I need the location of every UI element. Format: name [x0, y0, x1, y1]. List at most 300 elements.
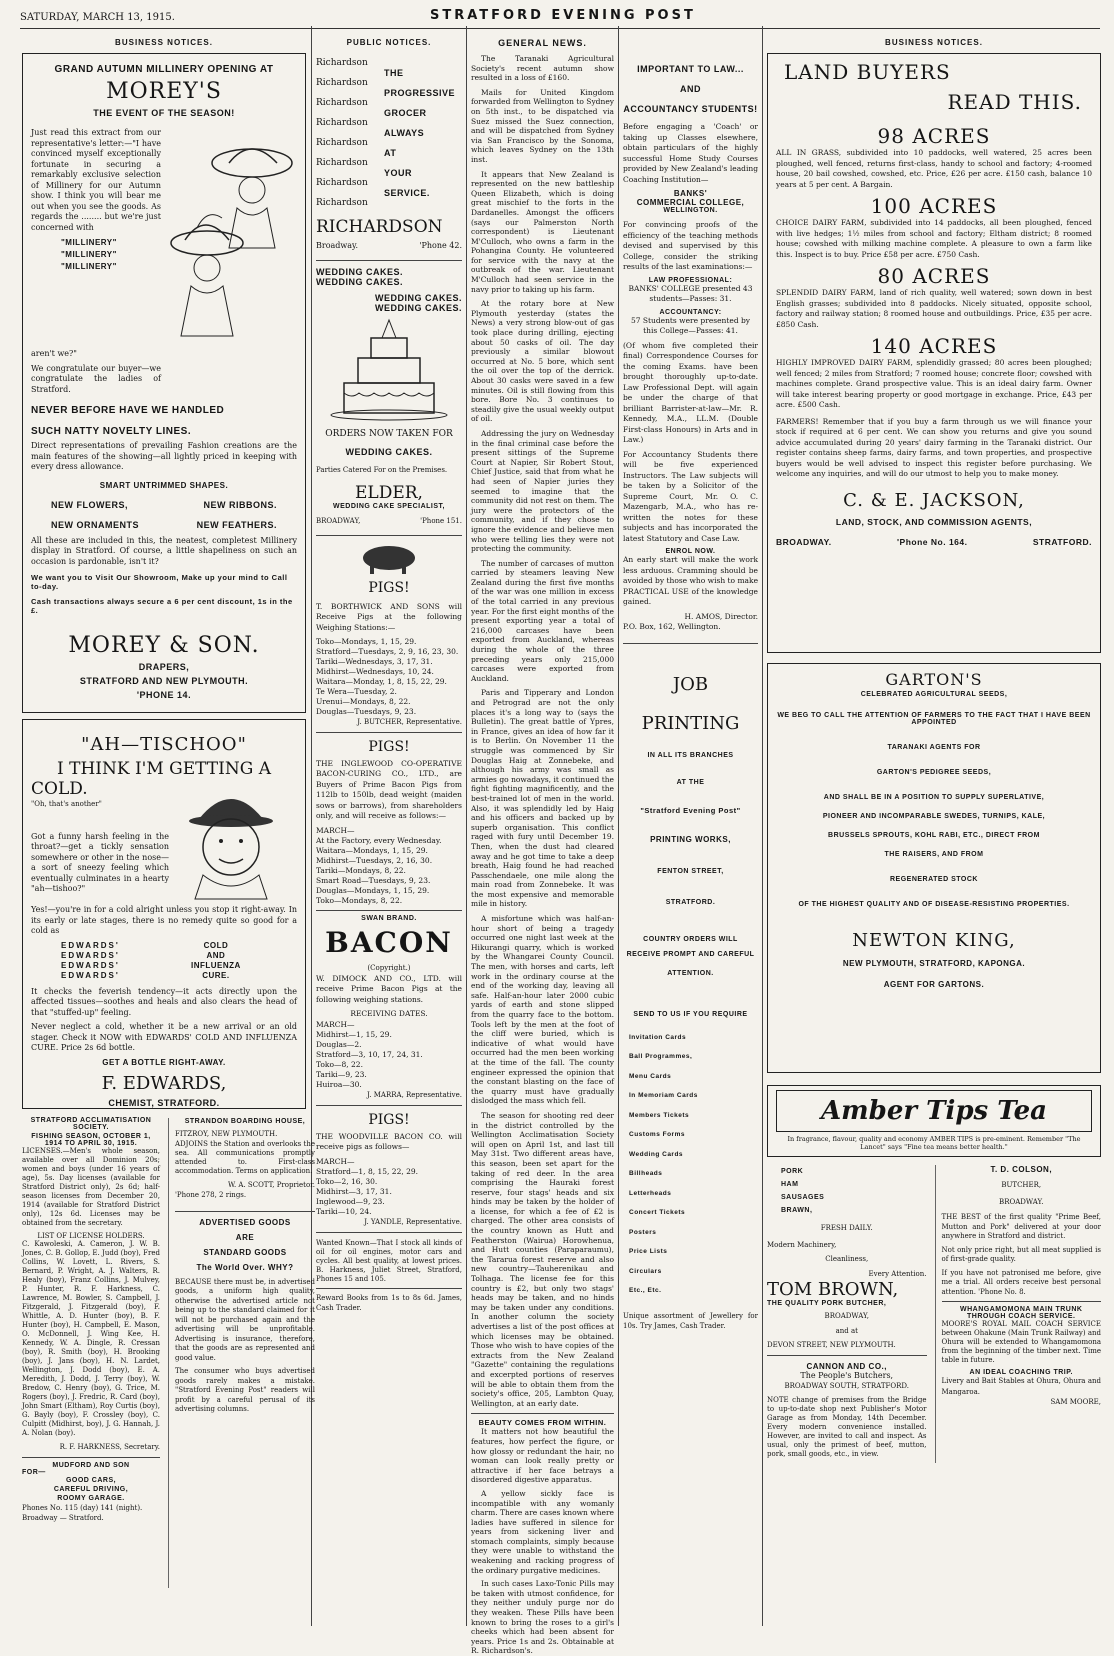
pigs-schedule [316, 836, 462, 906]
morey-town: STRATFORD AND NEW PLYMOUTH. [79, 676, 249, 686]
whanga-livery: Livery and Bait Stables at Ohura, Ohura and Mangaroa. [941, 1377, 1101, 1396]
acres-140-text: HIGHLY IMPROVED DAIRY FARM, splendidly grassed; 80 acres been ploughed; well fenced; 2 miles from Stratford; 7 roomed house; concrete floor; cowshed with machines complete. Grand prospective value. This is an ideal dairy farm. Owner will take interest bearing property or good mortgage in exchange. Price, £43 per acre. £500 Cash. [776, 358, 1092, 409]
column-rule [762, 26, 763, 1626]
borthwick-pigs-advert [316, 540, 462, 728]
newton-king-firm: NEWTON KING, [852, 930, 1016, 951]
morey-never: NEVER BEFORE HAVE WE HANDLED [31, 405, 225, 416]
mudford-foot: Broadway — Stratford. [22, 1514, 104, 1522]
acres-100: 100 ACRES [870, 194, 998, 218]
law-p5: An early start will make the work less arduous. Cramming should be avoided by those who wish to make PRACTICAL USE of the knowledge gained. [623, 555, 759, 606]
beauty-title: BEAUTY COMES FROM WITHIN. [478, 1418, 607, 1428]
accl-list: C. Kawoleski, A. Cameron, J. W. B. Jones, C. B. Gollop, E. Judd (boy), Fred Collins, W. Lovett, L. Rivers, S. Bernard, P. Wright, A. J. Walters, R. Healy (boy), Franz Collins, J. Mulvey, P. Hunter, R. F. Harkness, C. Lawrence, M. Bowler, S. Campbell, J. Fitzgerald, J. Fitzgerald (boy), F. Whittle, A. D. Hunter (boy), B. F. Hunter (boy), H. Campbell, E. Mason, O. McDonnell, J. Wing Kee, H. Kennedy, W. A. Dingle, R. Cressan (boy), R. Smith (boy), H. Brooking (boy), J. Jans (boy), H. N. Lardet, Wellington, J. Dodd (boy), E. A. Meredith, J. Dodd, J. Terry (boy), W. Bredow, C. Henry (boy), G. Trice, M. Rogers (boy), J. Fredric, R. Card (boy), John Smart (Eltham), Roy Curtis (boy), G. Bayly (boy), F. Crossley (boy), C. Culpitt (Midhirst, boy), J. G. Hannah, J. A. Nolan (boy). [22, 1240, 160, 1437]
elder-address: BROADWAY, [316, 517, 361, 525]
morey-advert [22, 53, 306, 713]
pigs-schedule-line: Douglas—Tuesdays, 9, 23. [316, 707, 417, 716]
morey-phone: 'PHONE 14. [136, 690, 192, 700]
reward-books: Reward Books from 1s to 8s 6d. James, Cash Trader. [316, 1293, 462, 1312]
acres-140: 140 ACRES [870, 334, 998, 358]
morey-congrat: We congratulate our buyer—we congratulate the ladies of Stratford. [31, 363, 161, 394]
job-line: AT THE [676, 778, 705, 786]
law-p4: For Accountancy Students there will be five experienced Instructors. The Law subjects will be taken by a Solicitor of the Supreme Court, Mr. O. C. Mazengarb, M.A., who has re-written the notes for these subjects and has incorporated the latest Statutory and Case Law. [623, 449, 758, 543]
law-students-advert [623, 64, 758, 633]
whanga-body: MOORE'S ROYAL MAIL COACH SERVICE between Ohakune (Main Trunk Railway) and Ohura will be extended to Whangamomona from the beginning of the timber next. Time table in future. [941, 1320, 1101, 1364]
pigs-schedule-line: Toko—2, 16, 30. [316, 1177, 378, 1186]
mudford-for: FOR— [22, 1468, 46, 1476]
advertised-body2: The consumer who buys advertised goods rarely makes a mistake. "Stratford Evening Post" readers will profit by a careful perusal of its advertising columns. [175, 1367, 315, 1413]
news-body [471, 54, 614, 1408]
issue-date: SATURDAY, MARCH 13, 1915. [20, 12, 175, 23]
amber-tips-tagline: In fragrance, flavour, quality and economy AMBER TIPS is pre-eminent. Remember "The Lancet" says "Fine tea means better health." [787, 1135, 1081, 1151]
colson-name: T. D. COLSON, [990, 1165, 1053, 1174]
cannon-body: NOTE change of premises from the Bridge to up-to-date shop next Publisher's Motor Garage as from Monday, 14th December. Every modern convenience installed. However, are invited to call and inspect. As usual, only the primest of beef, mutton, pork, small goods, etc., in view. [767, 1395, 927, 1458]
pigs-month: MARCH— [316, 825, 355, 835]
richardson-phone: 'Phone 42. [419, 241, 462, 250]
garton-line: THE RAISERS, AND FROM [884, 851, 984, 858]
edwards-remedy: COLD [203, 940, 229, 950]
garton-h1: GARTON'S [885, 670, 983, 689]
job-line: PRINTING WORKS, [650, 834, 731, 844]
garton-line: OF THE HIGHEST QUALITY AND OF DISEASE-RESISTING PROPERTIES. [798, 901, 1070, 908]
morey-drapers: DRAPERS, [138, 662, 190, 672]
news-paragraph: Paris and Tipperary and London and Petrograd are not the only places it's a long way to (says the Bulletin). The great battle of Ypres, in France, gives an idea of how far it is to Berlin. On November 11 the struggle was commenced by Sir Douglas Haig at Zonnebeke, and although his army was small as armies go nowadays, it continued the fight fighting magnificently, and the best-trained lot of men in the world. Also, it was splendidly led by Haig and his officers and backed up by superb organisation. This conflict raged with fury until December 19. Then, when the dust had cleared away and he got time to take a deep breath, Haig found he had reached Passchendaele, one mile along the main road from Zonnebeke. It was the most expensive and memorable mile in history. [471, 688, 614, 909]
edwards-advert [22, 719, 306, 1109]
swan-month: MARCH— [316, 1019, 355, 1029]
advertised-body: BECAUSE there must be, in advertised goods, a uniform high quality, otherwise the advertised article not being up to the standard claimed for it will not be purchased again and the advertising will be unprofitable. Advertising is insurance, therefore, that the goods are as represented and good value. [175, 1277, 315, 1362]
swan-brand: SWAN BRAND. [361, 915, 417, 922]
morey-name: MOREY'S [106, 79, 222, 104]
column-general-news [471, 30, 614, 1656]
edwards-head2: I THINK I'M GETTING A [56, 759, 271, 779]
richardson-repeat: Richardson [316, 58, 368, 68]
strandon-phone: 'Phone 278, 2 rings. [175, 1191, 247, 1199]
column-law-and-printing [623, 30, 758, 1630]
edwards-brand: EDWARDS' [61, 970, 120, 980]
column-business-notices-right [767, 30, 1101, 1630]
job-line: FENTON STREET, [657, 867, 724, 875]
strandon-title: STRANDON BOARDING HOUSE, [184, 1118, 306, 1125]
advertised-h2: ARE [235, 1232, 255, 1242]
garton-line: WE BEG TO CALL THE ATTENTION OF FARMERS TO THE FACT THAT I HAVE BEEN APPOINTED [777, 712, 1091, 726]
news-paragraph: It appears that New Zealand is represented on the new battleship Queen Elizabeth, which is doing great mischief to the forts in the Dardanelles. Amongst the officers (says our Palmerston North correspondent) is Lieutenant M'Culloch, who owns a farm in the Pohangina County. He volunteered for service with the navy at the outbreak of the war. Lieutenant M'Culloch had seen service in the navy prior to taking up his farm. [471, 169, 614, 294]
woodville-pigs-advert [316, 1112, 462, 1228]
job-line: "Stratford Evening Post" [640, 805, 741, 815]
job-item: Wedding Cards [629, 1150, 684, 1158]
column-rule [466, 26, 467, 1626]
pigs-lead: T. BORTHWICK AND SONS will Receive Pigs at the following Weighing Stations:— [316, 601, 462, 632]
morey-flowers: NEW FLOWERS, [51, 499, 128, 510]
swan-bacon-advert [316, 915, 462, 1101]
morey-feathers: NEW FEATHERS. [196, 519, 277, 530]
cannon-role: The People's Butchers, [800, 1370, 894, 1380]
morey-cash: Cash transactions always secure a 6 per cent discount, 1s in the £. [31, 597, 293, 615]
law-signature: H. AMOS, Director. [684, 611, 758, 621]
bacon-logo: BACON [325, 926, 453, 959]
wedding-cakes-line: WEDDING CAKES. [316, 276, 404, 287]
acres-98-text: ALL IN GRASS, subdivided into 10 paddocks, well watered, 25 acres been ploughed, well fenced, returns first-class, handy to school and factory; 4-roomed house, 20 bail cowshed, cowshed, etc. Price, £26 per acre. £150 cash, balance 10 years at 5 per cent. A Bargain. [776, 148, 1092, 189]
pigs-schedule-line: Toko—Mondays, 1, 15, 29. [316, 637, 417, 646]
job-item: Etc., Etc. [629, 1287, 662, 1294]
garton-seeds-advert [767, 663, 1101, 1073]
pigs-lead: THE WOODVILLE BACON CO. will receive pigs as follows— [316, 1131, 462, 1151]
garton-h2: CELEBRATED AGRICULTURAL SEEDS, [860, 691, 1008, 698]
morey-natty: SUCH NATTY NOVELTY LINES. [31, 426, 192, 437]
colson-p3: If you have not patronised me before, give me a trial. All orders receive best personal attention. 'Phone No. 8. [941, 1268, 1101, 1296]
edwards-brand: EDWARDS' [61, 950, 120, 960]
millinery-line: "MILLINERY" [61, 238, 117, 247]
garton-line: GARTON'S PEDIGREE SEEDS, [876, 769, 992, 776]
pigs-schedule-line: At the Factory, every Wednesday. [316, 836, 442, 845]
morey-ribbons: NEW RIBBONS. [203, 499, 277, 510]
swan-schedule-line: Huiroa—30. [316, 1080, 362, 1089]
jackson-land-advert [767, 53, 1101, 653]
newton-king-agent: AGENT FOR GARTONS. [883, 980, 985, 989]
pigs-schedule-line: Tariki—Mondays, 8, 22. [316, 866, 406, 875]
unique-jewellery: Unique assortment of Jewellery for 10s. Try James, Cash Trader. [623, 1311, 758, 1330]
pig-icon [316, 540, 462, 576]
richardson-name: RICHARDSON [316, 217, 443, 237]
law-h3: ACCOUNTANCY STUDENTS! [623, 104, 758, 114]
swan-schedule-line: Douglas—2. [316, 1040, 362, 1049]
jackson-firm: C. & E. JACKSON, [843, 489, 1025, 511]
pigs-schedule-line: Smart Road—Tuesdays, 9, 23. [316, 876, 431, 885]
cannon-name: CANNON AND CO., [806, 1361, 888, 1371]
morey-shapes: SMART UNTRIMMED SHAPES. [99, 480, 229, 490]
swan-schedule [316, 1030, 462, 1090]
edwards-head1: "AH—TISCHOO" [81, 734, 247, 755]
job-line: SEND TO US IF YOU REQUIRE [633, 1010, 748, 1018]
morey-subhead: THE EVENT OF THE SEASON! [93, 108, 235, 118]
wedding-cake-icon [316, 313, 462, 423]
acres-80-text: SPLENDID DAIRY FARM, land of rich quality, well watered; sown down in best English grasses; subdivided into 8 paddocks. Nicely situated, opposite school, factory and railway station; 8 roomed house and outbuildings. Price, £35 per acre. £850 Cash. [776, 288, 1092, 329]
job-line: RECEIVE PROMPT AND CAREFUL [626, 950, 755, 958]
edwards-role: CHEMIST, STRATFORD. [108, 1097, 220, 1108]
acres-80: 80 ACRES [877, 264, 991, 288]
job-item: Circulars [629, 1267, 662, 1275]
whanga-ideal: AN IDEAL COACHING TRIP. [969, 1369, 1073, 1376]
acclimatisation-notice [22, 1117, 160, 1524]
richardson-repeat: Richardson [316, 118, 368, 128]
mudford-phone: Phones No. 115 (day) 141 (night). [22, 1503, 143, 1512]
brown-and: and at [835, 1326, 858, 1335]
swan-schedule-line: Toko—8, 22. [316, 1060, 363, 1069]
section-header: BUSINESS NOTICES. [885, 38, 983, 47]
strandon-and-advertised-block [168, 1118, 315, 1588]
law-professional-result: BANKS' COLLEGE presented 43 students—Passes: 31. [628, 283, 753, 303]
brown-name: TOM BROWN, [767, 1279, 899, 1300]
law-wellington: WELLINGTON. [663, 207, 718, 214]
mudford-firm: MUDFORD AND SON [52, 1461, 130, 1469]
brown-item: SAUSAGES [781, 1194, 825, 1201]
swan-schedule-line: Stratford—3, 10, 17, 24, 31. [316, 1050, 423, 1059]
pigs-schedule-line: Inglewood—9, 23. [316, 1197, 385, 1206]
job-item: Invitation Cards [629, 1033, 687, 1041]
job-item: Billheads [629, 1170, 663, 1177]
strandon-place: FITZROY, NEW PLYMOUTH. [175, 1130, 278, 1138]
pigs-schedule-line: Toko—Mondays, 8, 22. [316, 896, 403, 905]
news-paragraph: The Taranaki Agricultural Society's recent autumn show resulted in a loss of £160. [471, 54, 614, 83]
pigs-schedule-line: Stratford—Tuesdays, 2, 9, 16, 23, 30. [316, 647, 459, 656]
job-items-list [623, 1028, 758, 1301]
wanted-known: Wanted Known—That I stock all kinds of oil for oil engines, motor cars and cycles. All best quality, at lowest prices. B. Harkness, Juliet Street, Stratford, Phones 15 and 105. [316, 1238, 462, 1283]
pigs-schedule-line: Tariki—Wednesdays, 3, 17, 31. [316, 657, 433, 666]
elder-phone: 'Phone 151. [420, 517, 462, 525]
elder-name: ELDER, [355, 483, 423, 503]
richardson-address: Broadway. [316, 241, 359, 250]
job-item: Letterheads [629, 1189, 672, 1197]
jackson-role: LAND, STOCK, AND COMMISSION AGENTS, [835, 516, 1033, 527]
tom-brown-advert [767, 1165, 927, 1463]
section-header: BUSINESS NOTICES. [115, 38, 213, 47]
wedding-cakes-line: WEDDING CAKES. [374, 292, 462, 303]
newton-king-towns: NEW PLYMOUTH, STRATFORD, KAPONGA. [842, 959, 1026, 968]
ladies-hats-icon [167, 128, 297, 343]
pigs-title: PIGS! [368, 738, 410, 755]
mudford-line: ROOMY GARAGE. [57, 1494, 125, 1502]
job-printing-advert [623, 674, 758, 1301]
elder-specialist: WEDDING CAKE SPECIALIST, [333, 503, 445, 510]
acres-98: 98 ACRES [877, 124, 991, 148]
section-header: GENERAL NEWS. [498, 38, 587, 48]
job-item: Menu Cards [629, 1072, 672, 1080]
law-enrol: ENROL NOW. [665, 548, 716, 555]
elder-parties: Parties Catered For on the Premises. [316, 465, 448, 474]
brown-address2: DEVON STREET, NEW PLYMOUTH. [767, 1341, 896, 1349]
pigs-schedule-line: Douglas—Mondays, 1, 15, 29. [316, 886, 430, 895]
pigs-schedule-line: Midhirst—Tuesdays, 2, 16, 30. [316, 856, 433, 865]
brown-modern: Modern Machinery, [767, 1240, 837, 1249]
pigs-schedule [316, 637, 462, 717]
edwards-get: GET A BOTTLE RIGHT-AWAY. [102, 1057, 226, 1067]
pigs-month: MARCH— [316, 1156, 355, 1166]
edwards-p1: Got a funny harsh feeling in the throat?—get a tickly sensation somewhere or other in the nose—a sort of sneezy feeling which eventually culminates in a hearty "ah—tishoo?" [31, 831, 169, 893]
advertised-h1: ADVERTISED GOODS [199, 1217, 291, 1227]
brown-role: THE QUALITY PORK BUTCHER, [767, 1300, 887, 1307]
law-accountancy-result: 57 Students were presented by this College—Passes: 41. [630, 315, 751, 335]
inglewood-pigs-advert [316, 739, 462, 907]
swan-lead: W. DIMOCK AND CO., LTD. will receive Prime Bacon Pigs at the following weighing stations. [316, 973, 462, 1004]
section-header: PUBLIC NOTICES. [346, 38, 432, 47]
pigs-schedule-line: Midhirst—3, 17, 31. [316, 1187, 392, 1196]
job-item: Posters [629, 1228, 657, 1236]
swan-signature: J. MARRA, Representative. [367, 1091, 462, 1099]
garton-line: TARANAKI AGENTS FOR [887, 744, 981, 751]
job-item: Customs Forms [629, 1131, 685, 1138]
brown-item: BRAWN, [781, 1207, 813, 1214]
elder-wedding-cakes: WEDDING CAKES. [345, 446, 433, 457]
wedding-cakes-line: WEDDING CAKES. [316, 266, 404, 277]
richardson-repeat: Richardson [316, 158, 368, 168]
sneezing-man-illustration [169, 779, 294, 899]
law-professional: LAW PROFESSIONAL: [648, 276, 733, 284]
millinery-line: "MILLINERY" [61, 250, 117, 259]
edwards-remedy: AND [206, 950, 226, 960]
morey-want: We want you to Visit Our Showroom, Make up your mind to Call to-day. [31, 573, 288, 591]
richardson-advert [316, 53, 462, 213]
law-h2: AND [680, 84, 701, 94]
news-paragraph: A misfortune which was half-an-hour short of being a tragedy occurred one night last week at the Hikurangi quarry, which is worked by the Whangarei County Council. The men, with horses and carts, left work in the ordinary course at the end of the working day, leaving all safe. Half-an-hour later 2000 cubic yards of earth and stone slipped from the quarry face to the bottom. Tools left by the men at the foot of the cliff were buried, which is indicative of what would have occurred had the men been working at the time of the fall. The county engineer expressed the opinion that the constant blasting on the face of the quarry must have gradually dislodged the mass which fell. [471, 914, 614, 1106]
job-line: STRATFORD. [665, 898, 716, 906]
sneezing-man-icon [169, 779, 294, 899]
pigs-signature: J. BUTCHER, Representative. [357, 718, 462, 726]
job-item: Ball Programmes, [629, 1053, 693, 1060]
garton-line: PIONEER AND INCOMPARABLE SWEDES, TURNIPS, KALE, [822, 813, 1046, 820]
whanga-title: WHANGAMOMONA MAIN TRUNK THROUGH COACH SERVICE. [960, 1306, 1083, 1320]
cannon-address: BROADWAY SOUTH, STRATFORD. [784, 1382, 909, 1390]
morey-headline: GRAND AUTUMN MILLINERY OPENING AT [54, 64, 274, 75]
edwards-firm: F. EDWARDS, [101, 1072, 227, 1094]
beauty-body [471, 1427, 614, 1656]
jackson-phone: 'Phone No. 164. [897, 536, 968, 547]
advertised-h4: The World Over. WHY? [196, 1262, 294, 1272]
colson-address: BROADWAY. [999, 1197, 1044, 1206]
acres-100-text: CHOICE DAIRY FARM, subdivided into 14 paddocks, all been ploughed, fenced with live hedges; 1½ miles from school and factory; Eltham district; 8 roomed house; cowshed with milking machine complete. A pleasure to own a farm like this. Inspect is to buy. Price £58 per acre. £750 Cash. [776, 218, 1092, 259]
job-item: Price Lists [629, 1248, 668, 1255]
accl-season: FISHING SEASON, OCTOBER 1, 1914 TO APRIL 30, 1915. [31, 1133, 151, 1147]
news-paragraph: Addressing the jury on Wednesday in the final criminal case before the present sittings of the Supreme Court at Napier, Sir Robert Stout, Chief Justice, said that from what he had seen of Napier juries they seemed to imagine that the community did not rest on them. The jury were the protectors of the community, and if they chose to ignore the evidence and believe men who were telling lies they were not protecting the community. [471, 428, 614, 554]
richardson-repeat: Richardson [316, 138, 368, 148]
edwards-head3: COLD. [31, 779, 88, 799]
jackson-town: STRATFORD. [1032, 536, 1092, 547]
wedding-cakes-line: WEDDING CAKES. [374, 302, 462, 313]
job-h2: PRINTING [641, 712, 740, 734]
richardson-word: THE [384, 68, 404, 78]
news-paragraph: The number of carcases of mutton carried by steamers leaving New Zealand during the first five months of the war was one million in excess of the total carried in any previous year. For the first eight months of the present exporting year a total of 216,000 carcases have been exported from Auckland, whereas during the whole of the three preceding years only 215,000 carcases were exported from Auckland. [471, 558, 614, 683]
millinery-line: "MILLINERY" [61, 262, 117, 271]
mudford-line: CAREFUL DRIVING, [53, 1485, 129, 1493]
newspaper-title: STRATFORD EVENING POST [430, 8, 696, 23]
pigs-schedule [316, 1167, 462, 1217]
richardson-word: PROGRESSIVE [384, 88, 456, 98]
land-h1: LAND BUYERS [784, 60, 951, 84]
edwards-note: "Oh, that's another" [31, 800, 102, 808]
edwards-p2: Yes!—you're in for a cold alright unless you stop it right-away. In its early or late stages, there is no remedy quite so good for a cold as [31, 905, 297, 935]
law-p1: Before engaging a 'Coach' or taking up Classes elsewhere, obtain particulars of the highly successful Home Study Courses provided by New Zealand's leading Coaching Institution— [623, 122, 758, 184]
accl-title: STRATFORD ACCLIMATISATION SOCIETY. [30, 1117, 152, 1131]
pigs-schedule-line: Stratford—1, 8, 15, 22, 29. [316, 1167, 419, 1176]
hats-illustration [167, 128, 297, 343]
amber-tips-advert [767, 1085, 1101, 1157]
pigs-schedule-line: Te Wera—Tuesday, 2. [316, 687, 397, 696]
garton-line: REGENERATED STOCK [890, 876, 978, 883]
elder-orders: ORDERS NOW TAKEN FOR [325, 428, 453, 439]
law-p3: (Of whom five completed their final) Correspondence Courses for the coming Exams. have been brought thoroughly up-to-date. Law Professional Dept. will again be under the charge of that brilliant Barrister-at-law—Mr. R. Kennedy, M.A., LL.M. (Double First-class Honours) in Arts and in Law.) [623, 340, 758, 444]
advertised-h3: STANDARD GOODS [203, 1247, 287, 1257]
morey-all: All these are included in this, the neatest, completest Millinery display in Stratford. Of course, a little shapeliness on such an occasion is pardonable, isn't it? [31, 535, 297, 566]
colson-p1: THE BEST of the first quality "Prime Beef, Mutton and Pork" delivered at your door anywhere in Stratford and district. [941, 1213, 1101, 1240]
morey-direct: Direct representations of prevailing Fashion creations are the main features of the showing—all lightly priced in keeping with every dress allowance. [31, 441, 297, 471]
job-line: COUNTRY ORDERS WILL [643, 935, 738, 943]
swan-schedule-line: Tariki—9, 23. [316, 1070, 367, 1079]
amber-tips-logo: Amber Tips Tea [820, 1096, 1047, 1126]
elder-advert [316, 267, 462, 527]
richardson-repeat: Richardson [316, 198, 368, 208]
edwards-brand: EDWARDS' [61, 960, 120, 970]
land-h2: READ THIS. [947, 90, 1082, 114]
morey-arent: aren't we?" [31, 349, 77, 358]
swan-copyright: (Copyright.) [367, 964, 411, 972]
edwards-p4: Never neglect a cold, whether it be a new arrival or an old stager. Check it NOW with EDWARDS' COLD AND INFLUENZA CURE. Price 2s 6d bottle. [31, 1022, 297, 1052]
accl-list-header: LIST OF LICENSE HOLDERS. [37, 1232, 145, 1240]
richardson-repeat: Richardson [316, 78, 368, 88]
morey-firm: MOREY & SON. [68, 633, 260, 658]
news-paragraph: The season for shooting red deer in the district controlled by the Wellington Acclimatisation Society will open on April 1st, and last till May 31st. Two different areas have, this season, been set apart for the taking of red deer. In the area comprising the Hauraki forest reserve, four stags' heads and six hinds may be taken by the holder of a license, for which a fee of £2 is charged. The other area consists of the country known as Hutt and Featherston (Wairua) Horowhenua, and Hutt counties (Paraparaumu), the Tararua forest reserve and also new country—Tauherenikau and Tolhaga. The license fee for this country is £2, but only two stags' heads may be taken, and no hinds may be taken under any conditions. In another column the society advertises a list of the post offices at which licenses may be obtained. Those who wish to have copies of the extracts from the New Zealand "Gazette" containing the regulations and excerpted portions of reserves will be able to obtain them from the society's office, 205, Lambton Quay, Wellington, at an early date. [471, 1110, 614, 1408]
job-line: IN ALL ITS BRANCHES [647, 751, 734, 759]
pigs-title: PIGS! [368, 579, 410, 596]
job-item: In Memoriam Cards [629, 1092, 698, 1099]
news-paragraph: Mails for United Kingdom forwarded from Wellington to Sydney on 5th inst., to be dispatched via Suez missed the Suez connection, and will be dispatched from Sydney via San Francisco by the Sonoma, which leaves Sydney on the 13th inst. [471, 87, 614, 164]
pigs-schedule-line: Waitara—Mondays, 1, 15, 29. [316, 846, 428, 855]
richardson-word: SERVICE. [384, 188, 430, 198]
edwards-p3: It checks the feverish tendency—it acts directly upon the affected tissues—soothes and heals and also clears the head of that "stuffed-up" feeling. [31, 986, 297, 1017]
colson-role: BUTCHER, [1001, 1181, 1042, 1189]
richardson-word: GROCER [384, 108, 427, 118]
column-rule [618, 26, 619, 1626]
accl-body: LICENSES.—Men's whole season, available over all Dominion 20s; women and boys (under 16 years of age), 5s. Day licenses (available for Stratford District only), 2s 6d; half-season licenses from December 20, 1914 (available for Stratford District only), 12s 6d. Licenses may be obtained from the secretary. [22, 1147, 160, 1227]
brown-item: PORK [781, 1168, 804, 1175]
brown-clean: Cleanliness, [825, 1255, 869, 1263]
jackson-address: BROADWAY. [776, 536, 832, 547]
beauty-paragraph: In such cases Laxo-Tonic Pills may be taken with utmost confidence, for they neither unduly purge nor do they weaken. These Pills have been known to bring the roses to a girl's cheeks which had been absent for years. Price 1s and 2s. Obtainable at R. Richardson's. [471, 1579, 614, 1656]
law-p2: For convincing proofs of the efficiency of the teaching methods devised and supervised by this College, consider the striking results of the last examinations:— [623, 220, 758, 271]
swan-receiving: RECEIVING DATES. [350, 1009, 428, 1018]
whanga-signature: SAM MOORE, [1050, 1398, 1101, 1406]
morey-body: Just read this extract from our representative's letter:—"I have convinced myself exceptionally fortunate in securing a remarkably exclusive selection of Millinery for our Autumn show. I think you will bear me out when you see the goods. As regards the ........ but we're just concerned with [31, 128, 161, 232]
accl-signature: R. F. HARKNESS, Secretary. [59, 1443, 160, 1451]
mudford-line: GOOD CARS, [65, 1476, 117, 1484]
richardson-word: YOUR [384, 168, 413, 178]
richardson-repeat: Richardson [316, 98, 368, 108]
pigs-signature: J. YANDLE, Representative. [364, 1218, 462, 1226]
law-h1: IMPORTANT TO LAW... [637, 64, 744, 74]
edwards-brand: EDWARDS' [61, 940, 120, 950]
law-accountancy: ACCOUNTANCY: [659, 308, 722, 316]
law-college: COMMERCIAL COLLEGE, [636, 198, 745, 207]
richardson-word: AT [384, 148, 397, 158]
edwards-remedy: INFLUENZA [191, 960, 241, 970]
richardson-word: ALWAYS [384, 128, 425, 138]
richardson-repeat: Richardson [316, 178, 368, 188]
pigs-title: PIGS! [368, 1111, 410, 1128]
colson-p2: Not only price right, but all meat supplied is of first-grade quality. [941, 1245, 1101, 1263]
morey-ornaments: NEW ORNAMENTS [51, 519, 139, 530]
edwards-remedy: CURE. [202, 970, 230, 980]
pigs-lead: THE INGLEWOOD CO-OPERATIVE BACON-CURING CO., LTD., are Buyers of Prime Bacon Pigs from 112lb to 150lb, dead weight (maiden sows or barrows), from shareholders only, and will receive as follows:— [316, 758, 462, 820]
masthead [20, 6, 1100, 26]
brown-item: HAM [781, 1181, 799, 1188]
garton-line: BRUSSELS SPROUTS, KOHL RABI, ETC., DIRECT FROM [828, 832, 1040, 839]
job-item: Members Tickets [629, 1111, 690, 1119]
pigs-schedule-line: Waitara—Monday, 1, 8, 15, 22, 29. [316, 677, 447, 686]
swan-schedule-line: Midhirst—1, 15, 29. [316, 1030, 392, 1039]
strandon-body: ADJOINS the Station and overlooks the sea. All communications promptly attended to. First-class accommodation. Terms on application. [175, 1139, 315, 1175]
brown-every: Every Attention. [868, 1269, 927, 1278]
beauty-paragraph: It matters not how beautiful the features, how perfect the figure, or how glossy or redundant the hair, no woman can look really pretty or attractive if her face betrays a disordered digestive apparatus. [471, 1427, 614, 1485]
law-banks: BANKS' [673, 189, 708, 198]
brown-fresh: FRESH DAILY. [820, 1224, 873, 1232]
colson-advert [935, 1165, 1102, 1463]
news-paragraph: At the rotary bore at New Plymouth yesterday (states the News) a very strong blow-out of gas took place during drilling, ejecting about 50 casks of oil. The day previously a similar blowout occurred at No. 5 bore, which sent the oil over the top of the derrick. About 30 casks were saved in a few minutes. Oil is still flowing from this bore. Bore No. 3 continues to steadily give the usual weekly output of oil. [471, 299, 614, 424]
masthead-rule [20, 28, 1100, 29]
job-line: ATTENTION. [667, 969, 714, 977]
garton-line: AND SHALL BE IN A POSITION TO SUPPLY SUPERLATIVE, [823, 794, 1045, 801]
job-h1: JOB [672, 673, 709, 695]
pigs-schedule-line: Tariki—10, 24. [316, 1207, 372, 1216]
pigs-schedule-line: Urenui—Mondays, 8, 22. [316, 697, 411, 706]
strandon-signature: W. A. SCOTT, Proprietor. [227, 1180, 315, 1189]
brown-address: BROADWAY, [824, 1312, 869, 1320]
farmers-text: FARMERS! Remember that if you buy a farm through us we will finance your stock if required at 6 per cent. We can show you returns and give you sound advice accumulated during 20 years' dairy farming in the Taranaki district. Our register contains sheep farms, dairy farms, and town properties, and prospective buyers would be well advised to inspect this register before purchasing. We welcome any inquiries, and will do our utmost to help you to make money. [776, 416, 1092, 478]
beauty-paragraph: A yellow sickly face is incompatible with any womanly charm. There are cases known where ladies have suffered in silence for years from sickening liver and stomach complaints, simply because they were unable to withstand the weakening and racking progress of the ordinary purgative medicines. [471, 1488, 614, 1575]
